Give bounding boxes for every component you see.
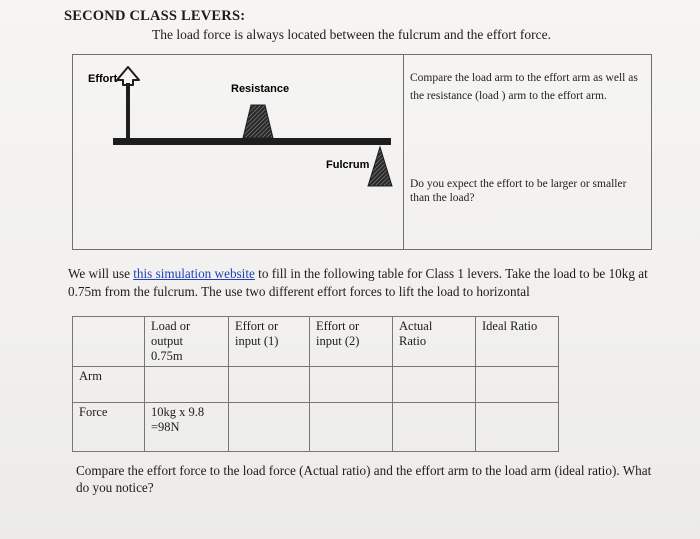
table-cell[interactable] bbox=[476, 367, 559, 403]
second-class-lever-diagram bbox=[73, 55, 403, 249]
table-cell[interactable] bbox=[393, 367, 476, 403]
table-cell[interactable] bbox=[229, 403, 310, 452]
section-subheading: The load force is always located between the fulcrum and the effort force. bbox=[152, 27, 551, 42]
table-header-cell: Effort or input (2) bbox=[310, 317, 393, 367]
figure-divider bbox=[403, 54, 404, 250]
table-cell[interactable] bbox=[145, 367, 229, 403]
table-cell[interactable] bbox=[229, 367, 310, 403]
comparison-question: Compare the effort force to the load force (Actual ratio) and the effort arm to the load arm (ideal ratio). What do you notice? bbox=[76, 463, 652, 495]
table-header-row bbox=[73, 317, 559, 367]
effort-vs-load-question: Do you expect the effort to be larger or smaller than the load? bbox=[410, 178, 627, 204]
table-row-arm bbox=[73, 367, 559, 403]
table-cell[interactable] bbox=[310, 367, 393, 403]
instructions-paragraph bbox=[68, 265, 658, 301]
table-header-cell: Actual Ratio bbox=[393, 317, 476, 367]
table-header-cell: Effort or input (1) bbox=[229, 317, 310, 367]
table-cell: Force bbox=[73, 403, 145, 452]
fulcrum-triangle bbox=[368, 147, 392, 186]
table-cell: Arm bbox=[73, 367, 145, 403]
resistance-load-shape bbox=[243, 105, 273, 138]
table-header-cell: Ideal Ratio bbox=[476, 317, 559, 367]
lever-beam bbox=[113, 138, 391, 145]
effort-label: Effort bbox=[88, 73, 118, 85]
lever-data-table bbox=[72, 316, 559, 452]
table-row-force bbox=[73, 403, 559, 452]
effort-arrow-icon bbox=[117, 67, 139, 85]
section-heading: SECOND CLASS LEVERS: bbox=[64, 8, 246, 24]
fulcrum-label: Fulcrum bbox=[326, 159, 370, 171]
simulation-website-link[interactable]: this simulation website bbox=[133, 266, 255, 281]
table-cell[interactable] bbox=[310, 403, 393, 452]
resistance-label: Resistance bbox=[231, 83, 290, 95]
table-header-cell bbox=[73, 317, 145, 367]
intro-text-end: to fill in the following table for Class 1 levers. Take the load to be 10kg at 0.75m from the fulcrum. The use two different effort forces to lift the load to horizontal bbox=[68, 266, 648, 299]
table-cell[interactable] bbox=[393, 403, 476, 452]
intro-text-start: We will use bbox=[68, 266, 134, 281]
effort-post bbox=[126, 83, 130, 139]
table-header-cell: Load or output 0.75m bbox=[145, 317, 229, 367]
table-cell[interactable]: 10kg x 9.8 =98N bbox=[145, 403, 229, 452]
arm-comparison-question: Compare the load arm to the effort arm as well as the resistance (load ) arm to the effort arm. bbox=[410, 72, 638, 102]
table-cell[interactable] bbox=[476, 403, 559, 452]
